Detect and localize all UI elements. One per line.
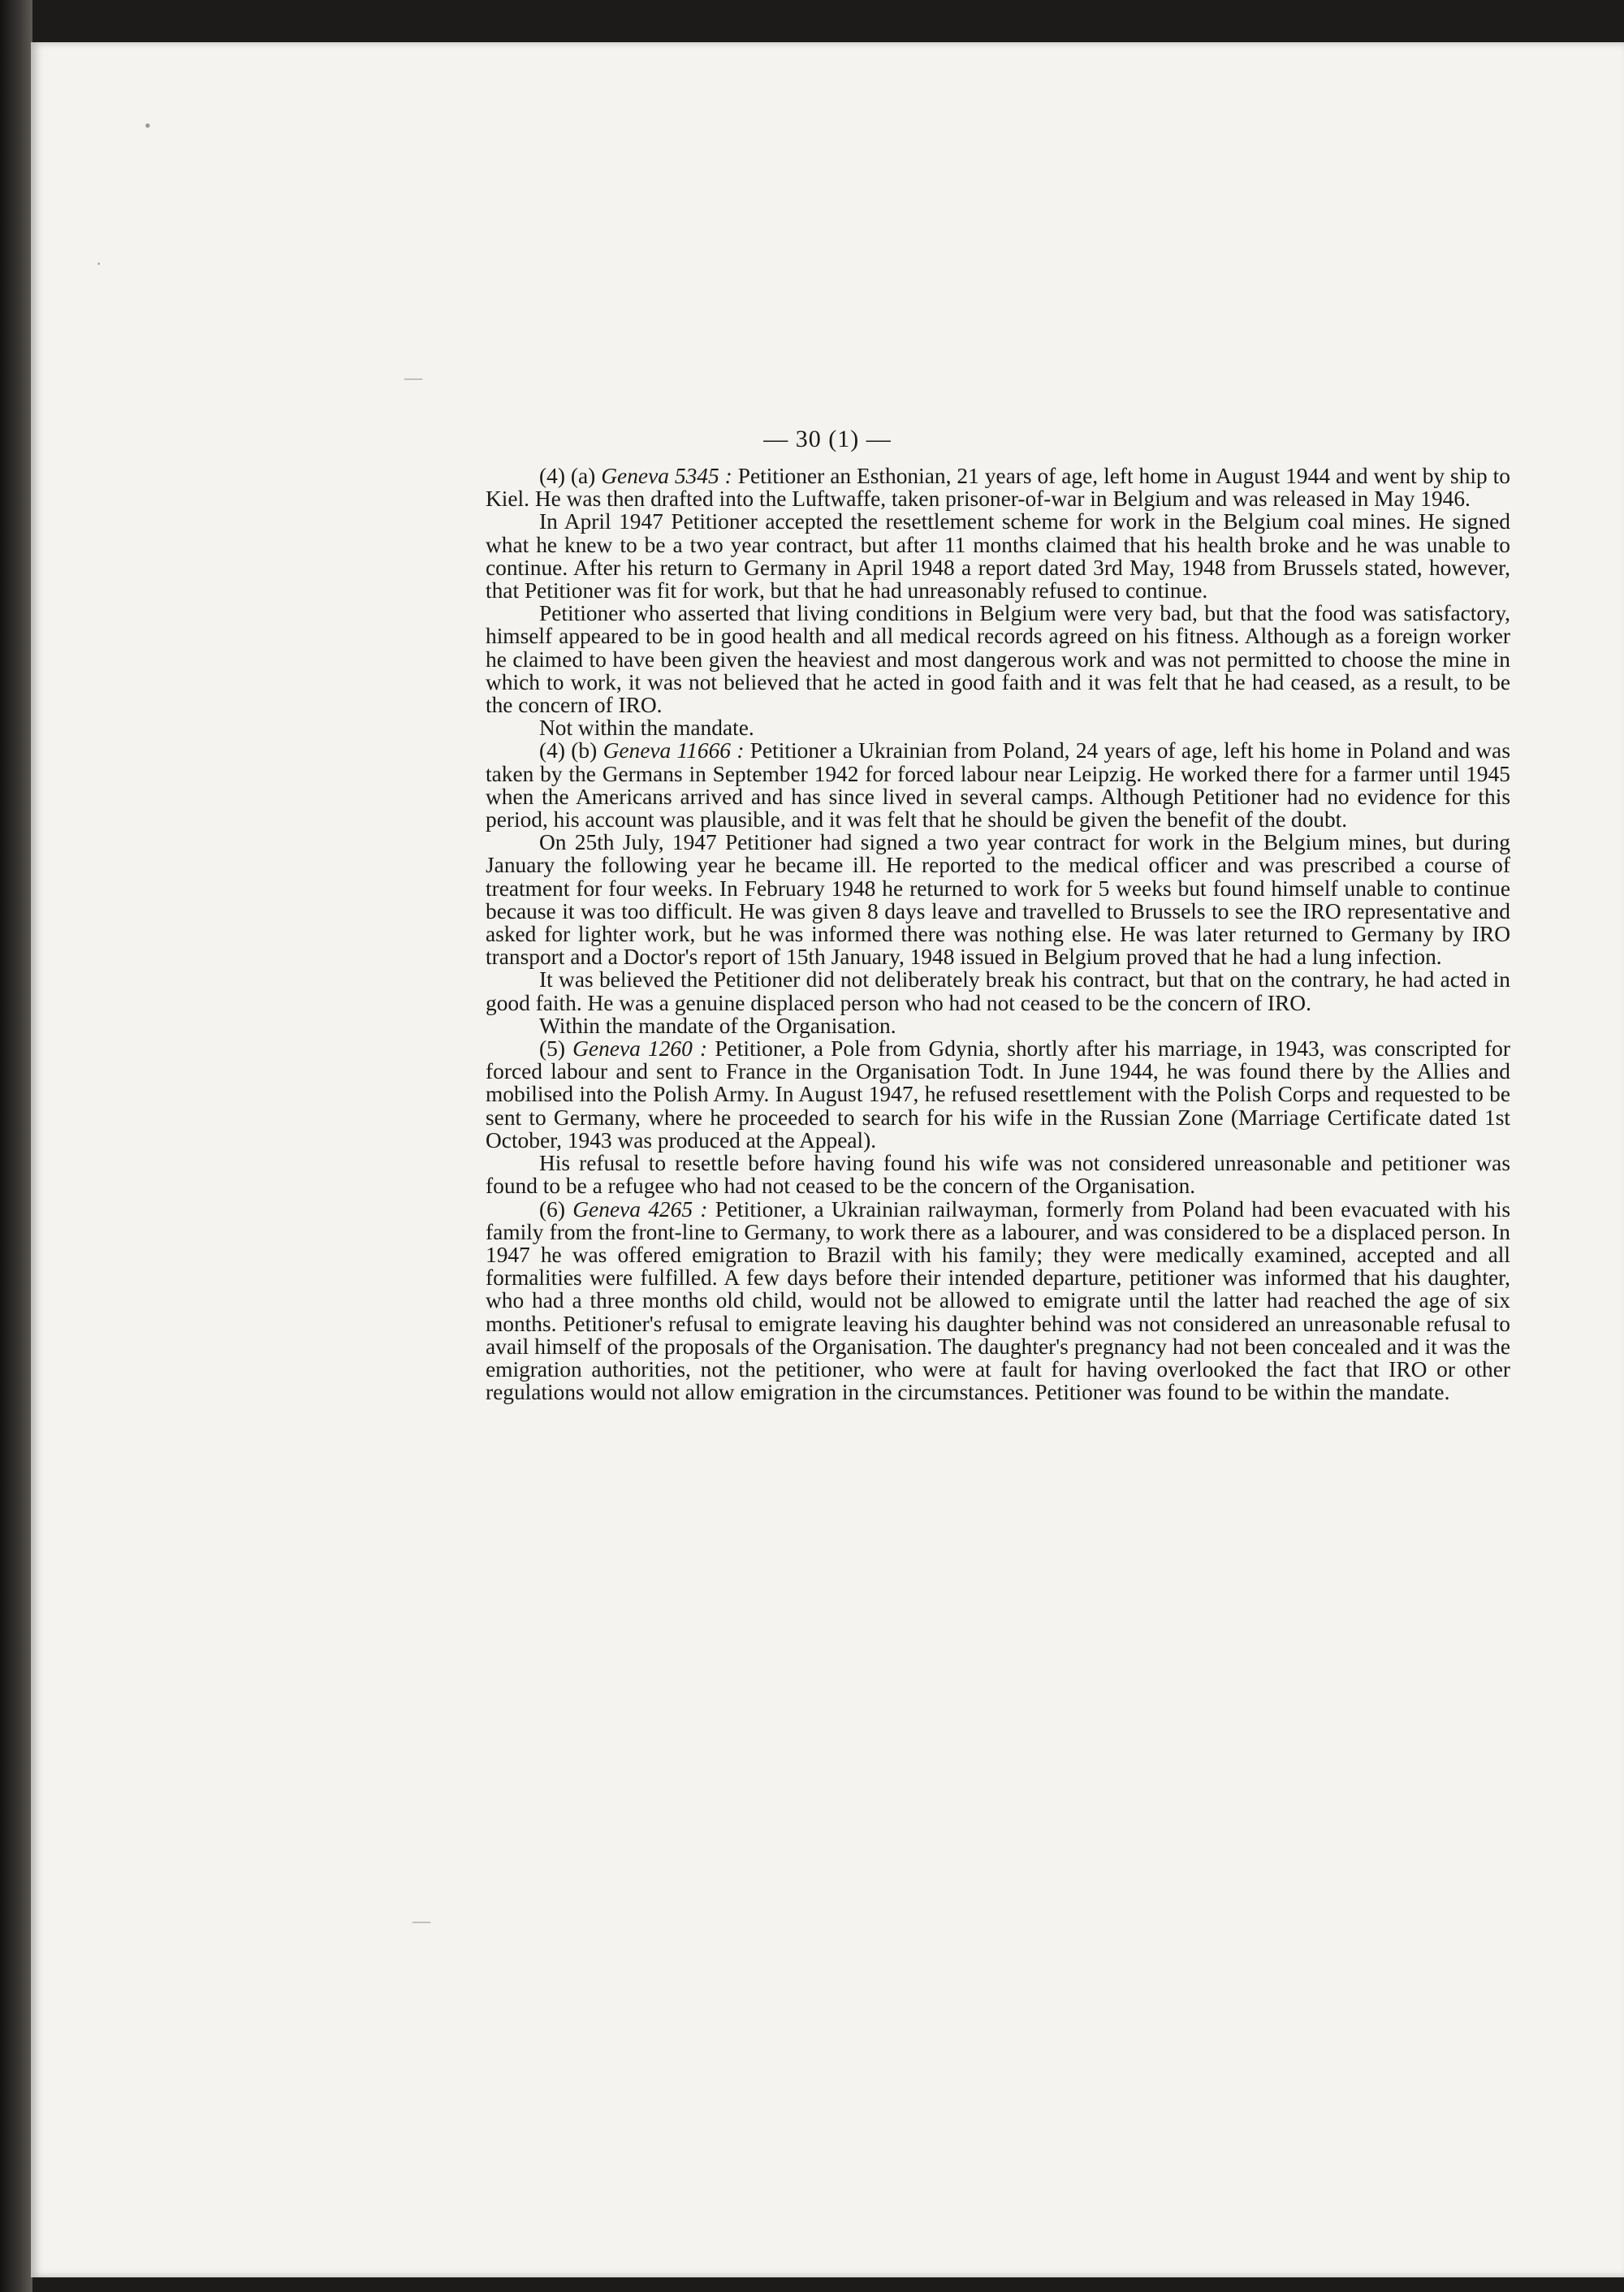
case-number: (6): [539, 1196, 573, 1222]
margin-dash: —: [412, 1910, 432, 1931]
paragraph: [486, 831, 1510, 968]
case-reference: Geneva 11666 :: [603, 738, 745, 763]
paragraph-text: On 25th July, 1947 Petitioner had signed a two year contract for work in the Belgium mines, but during January the following year he became ill. He reported to the medical officer and was prescribed a course of treatment for four weeks. In February 1948 he returned to work for 5 weeks but found himself unable to continue because it was too difficult. He was given 8 days leave and travelled to Brussels to see the IRO representative and asked for lighter work, but he was informed there was nothing else. He was later returned to Germany by IRO transport and a Doctor's report of 15th January, 1948 issued in Belgium proved that he had a lung infection.: [486, 830, 1510, 970]
case-number: (5): [539, 1036, 573, 1062]
page-speck: ·: [96, 253, 102, 274]
paragraph-text: In April 1947 Petitioner accepted the resettlement scheme for work in the Belgium coal mines. He signed what he knew to be a two year contract, but after 11 months claimed that his health broke and he was unable to continue. After his return to Germany in April 1948 a report dated 3rd May, 1948 from Brussels stated, however, that Petitioner was fit for work, but that he had unreasonably refused to continue.: [486, 509, 1510, 603]
case-number: (4) (a): [539, 464, 602, 488]
page-speck: •: [145, 115, 151, 136]
case-reference: Geneva 1260 :: [572, 1036, 708, 1062]
paragraph-text: Not within the mandate.: [539, 716, 754, 741]
paragraph-text: Petitioner a Ukrainian from Poland, 24 years of age, left his home in Poland and was taken by the Germans in September 1942 for forced labour near Leipzig. He worked there for a farmer until 1945 when the Americans arrived and has since lived in several camps. Although Petitioner had no evidence for this period, his account was plausible, and it was felt that he should be given the benefit of the doubt.: [486, 738, 1510, 832]
case-reference: Geneva 5345 :: [601, 464, 732, 488]
paragraph: [486, 739, 1510, 831]
page-number: — 30 (1) —: [763, 426, 892, 452]
paragraph: [486, 602, 1510, 716]
case-number: (4) (b): [539, 738, 603, 763]
paragraph-text: It was believed the Petitioner did not deliberately break his contract, but that on the contrary, he had acted in good faith. He was a genuine displaced person who had not ceased to be the concern of IRO.: [486, 967, 1510, 1015]
margin-dash: —: [404, 367, 424, 387]
paragraph: [486, 1152, 1510, 1197]
document-page: [31, 42, 1624, 2277]
paragraph: [486, 1198, 1510, 1404]
document-body: [486, 465, 1510, 1403]
paragraph-text: Within the mandate of the Organisation.: [539, 1013, 896, 1038]
paragraph: [486, 1037, 1510, 1152]
case-reference: Geneva 4265 :: [572, 1196, 708, 1222]
paragraph-text: Petitioner, a Pole from Gdynia, shortly after his marriage, in 1943, was conscripted for forced labour and sent to France in the Organisation Todt. In June 1944, he was found there by the Allies and mobilised into the Polish Army. In August 1947, he refused resettlement with the Polish Corps and requested to be sent to Germany, where he proceeded to search for his wife in the Russian Zone (Marriage Certificate dated 1st October, 1943 was produced at the Appeal).: [486, 1036, 1510, 1152]
paragraph: [486, 510, 1510, 602]
paragraph-text: Petitioner, a Ukrainian railwayman, formerly from Poland had been evacuated with his family from the front-line to Germany, to work there as a labourer, and was considered to be a displaced person. In 1947 he was offered emigration to Brazil with his family; they were medically examined, accepted and all formalities were fulfilled. A few days before their intended departure, petitioner was informed that his daughter, who had a three months old child, would not be allowed to emigrate until the latter had reached the age of six months. Petitioner's refusal to emigrate leaving his daughter behind was not considered an unreasonable refusal to avail himself of the proposals of the Organisation. The daughter's pregnancy had not been concealed and it was the emigration authorities, not the petitioner, who were at fault for having overlooked the fact that IRO or other regulations would not allow emigration in the circumstances. Petitioner was found to be within the mandate.: [486, 1196, 1510, 1405]
verdict: [486, 1014, 1510, 1037]
paragraph-text: His refusal to resettle before having found his wife was not considered unreasonable and petitioner was found to be a refugee who had not ceased to be the concern of the Organisation.: [486, 1151, 1510, 1199]
book-spine: [0, 0, 32, 2292]
verdict: [486, 716, 1510, 739]
paragraph: [486, 465, 1510, 510]
paragraph: [486, 968, 1510, 1014]
paragraph-text: Petitioner an Esthonian, 21 years of age, left home in August 1944 and went by ship to Kiel. He was then drafted into the Luftwaffe, taken prisoner-of-war in Belgium and was released in May 1946.: [486, 464, 1510, 512]
paragraph-text: Petitioner who asserted that living conditions in Belgium were very bad, but that the food was satisfactory, himself appeared to be in good health and all medical records agreed on his fitness. Although as a foreign worker he claimed to have been given the heaviest and most dangerous work and was not permitted to choose the mine in which to work, it was not believed that he acted in good faith and it was felt that he had ceased, as a result, to be the concern of IRO.: [486, 601, 1510, 718]
